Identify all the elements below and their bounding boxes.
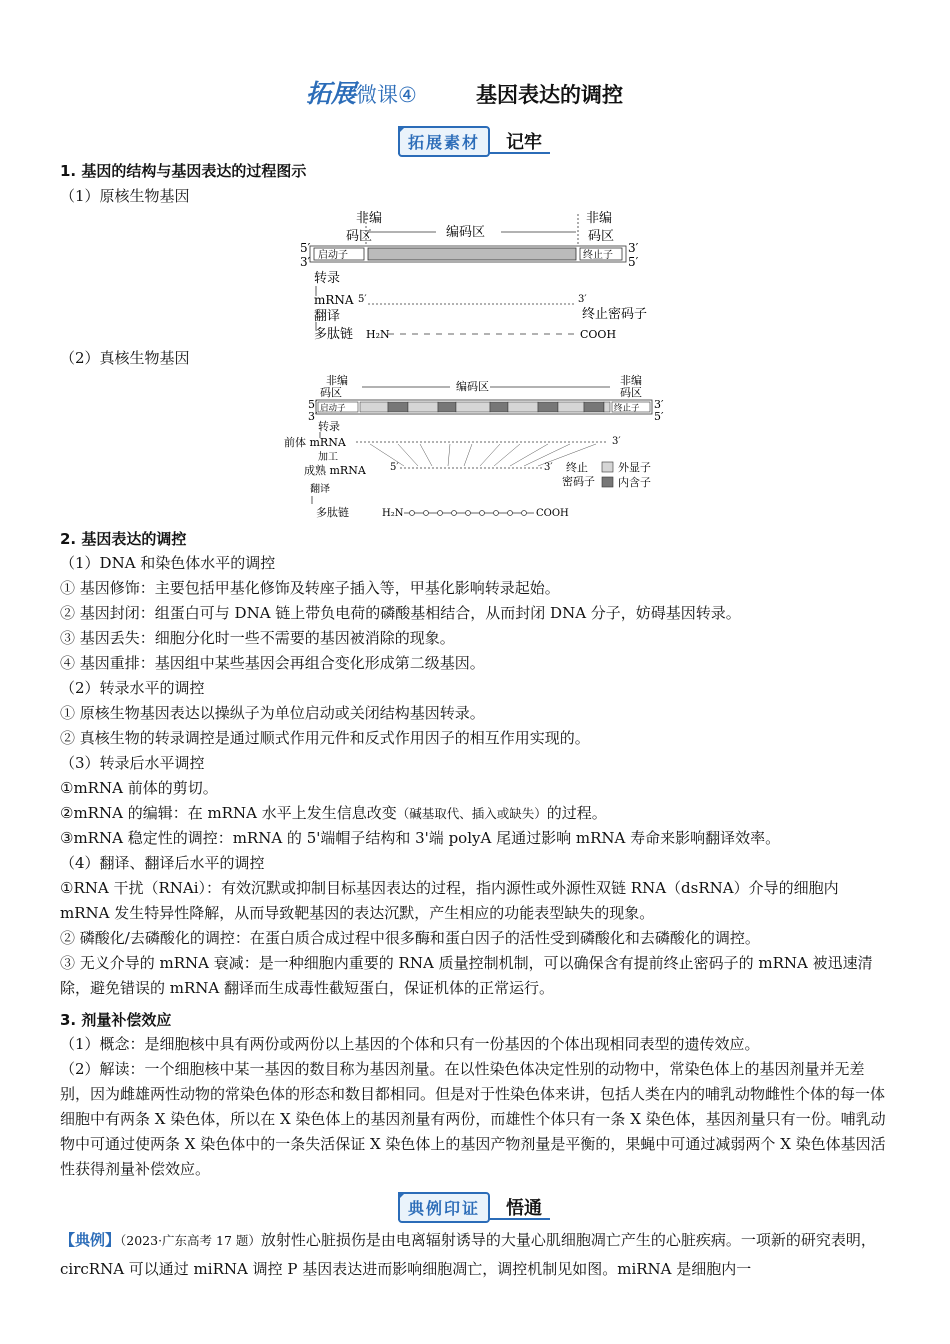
s2-line: （3）转录后水平调控 — [60, 754, 205, 772]
s2-line: （1）DNA 和染色体水平的调控 — [60, 554, 276, 572]
euk-three-bottom: 3′ — [308, 410, 318, 423]
example-paragraph — [60, 1226, 892, 1283]
euk-mature-three: 3′ — [544, 462, 553, 473]
euk-peptide: 多肽链 — [316, 506, 349, 519]
example-text: 放射性心脏损伤是由电离辐射诱导的大量心肌细胞凋亡产生的心脏疾病。一项新的研究表明，circRNA 可以通过 miRNA 调控 P 基因表达进而影响细胞凋亡，调控机制见如图。miRNA 是细胞内一 — [60, 1231, 876, 1278]
h2n-label: H₂N — [366, 328, 390, 341]
section-2-lines — [60, 551, 892, 1001]
example-label: 【典例】 — [60, 1231, 121, 1249]
s2-line: ③ 基因丢失：细胞分化时一些不需要的基因被消除的现象。 — [60, 629, 455, 647]
subheading-eukaryote: （2）真核生物基因 — [60, 349, 190, 367]
prokaryote-gene-diagram — [296, 208, 666, 344]
euk-stop1: 终止 — [566, 461, 588, 474]
section-heading-2: 2. 基因表达的调控 — [60, 530, 187, 548]
euk-terminator: 终止子 — [614, 403, 640, 414]
euk-mature-five: 5′ — [390, 462, 399, 473]
euk-h2n: H₂N — [382, 508, 404, 519]
euk-process: 加工 — [318, 452, 338, 463]
euk-noncoding-left2: 码区 — [320, 386, 342, 399]
exon-legend-swatch — [602, 462, 613, 472]
s2-line-edit — [60, 801, 892, 826]
stop-codon-label: 终止密码子 — [582, 307, 648, 322]
s2-line: ①mRNA 前体的剪切。 — [60, 779, 218, 797]
five-prime-bottom: 5′ — [628, 255, 639, 269]
chapter-header — [0, 74, 950, 114]
section-banner-materials — [0, 124, 950, 156]
subheading-prokaryote: （1）原核生物基因 — [60, 187, 190, 205]
euk-three-top: 3′ — [654, 398, 664, 411]
exon-intron-strip — [360, 402, 610, 412]
promoter-label: 启动子 — [318, 250, 348, 261]
euk-stop2: 密码子 — [562, 475, 595, 488]
banner-tail: 记牢 — [506, 132, 542, 153]
noncoding-right-label2: 码区 — [588, 229, 615, 244]
euk-noncoding-right2: 码区 — [620, 386, 642, 399]
section-banner-examples — [0, 1190, 950, 1222]
s2-line: ② 基因封闭：组蛋白可与 DNA 链上带负电荷的磷酸基相结合，从而封闭 DNA 分子，妨碍基因转录。 — [60, 604, 741, 622]
section-3-text — [60, 1032, 892, 1182]
translate-label: 翻译 — [314, 309, 341, 324]
noncoding-left-label: 非编 — [356, 211, 383, 226]
mrna-three: 3′ — [578, 294, 587, 305]
noncoding-right-label: 非编 — [586, 211, 613, 226]
s2-line: ① 原核生物基因表达以操纵子为单位启动或关闭结构基因转录。 — [60, 704, 485, 722]
lesson-tag-main: 拓展 — [306, 79, 357, 108]
s2-line: （4）翻译、翻译后水平的调控 — [60, 854, 265, 872]
euk-translate: 翻译 — [310, 484, 330, 495]
euk-noncoding-right: 非编 — [620, 374, 642, 387]
splicing-lines — [370, 444, 596, 466]
intron-legend-swatch — [602, 477, 613, 487]
euk-pre-mrna: 前体 mRNA — [284, 436, 346, 449]
banner-tail: 悟通 — [506, 1198, 542, 1219]
s2-line: ④ 基因重排：基因组中某些基因会再组合变化形成第二级基因。 — [60, 654, 485, 672]
edit-post: 的过程。 — [546, 804, 607, 822]
euk-promoter: 启动子 — [320, 403, 346, 414]
page-title: 基因表达的调控 — [476, 83, 623, 107]
banner-box: 典例印证 — [398, 1192, 490, 1223]
s3-explain: （2）解读：一个细胞核中某一基因的数目称为基因剂量。在以性染色体决定性别的动物中，常染色体上的基因剂量并无差别，因为雌雄两性动物的常染色体的形态和数目都相同。但是对于性染色体来讲，包括人类在内的哺乳动物雌性个体的每一体细胞中有两条 X 染色体，所以在 X 染色体上的基因剂量有两份，而雄性个体只有一条 X 染色体，基因剂量只有一份。哺乳动物中可通过使两条 X 染色体中的一条失活保证 X 染色体上的基因产物剂量是平衡的，果蝇中可通过减弱两个 X 染色体基因活性获得剂量补偿效应。 — [60, 1060, 886, 1178]
three-prime-bottom: 3′ — [300, 255, 311, 269]
euk-noncoding-left: 非编 — [326, 374, 348, 387]
s3-concept: （1）概念：是细胞核中具有两份或两份以上基因的个体和只有一份基因的个体出现相同表型的遗传效应。 — [60, 1035, 760, 1053]
euk-pre-three: 3′ — [612, 436, 621, 447]
edit-pre: ②mRNA 的编辑：在 mRNA 水平上发生信息改变 — [60, 804, 397, 822]
example-source: （2023·广东高考 17 题） — [120, 1233, 261, 1248]
noncoding-left-label2: 码区 — [346, 229, 373, 244]
eukaryote-gene-diagram — [280, 372, 670, 522]
section-heading-3: 3. 剂量补偿效应 — [60, 1011, 172, 1029]
lesson-tag-sub: 微课④ — [356, 83, 417, 107]
s2-rnai: ①RNA 干扰（RNAi）：有效沉默或抑制目标基因表达的过程，指内源性或外源性双链 RNA（dsRNA）介导的细胞内 mRNA 发生特异性降解，从而导致靶基因的表达沉默，产生相应的功能表型缺失的现象。 — [60, 879, 839, 922]
terminator-label: 终止子 — [583, 250, 613, 261]
euk-coding-label: 编码区 — [456, 380, 489, 393]
euk-mature-mrna: 成熟 mRNA — [304, 464, 366, 477]
banner-box: 拓展素材 — [398, 126, 490, 157]
cooh-label: COOH — [580, 328, 617, 341]
peptide-beads — [410, 511, 527, 516]
euk-five-bottom: 5′ — [654, 410, 664, 423]
euk-cooh: COOH — [536, 508, 569, 519]
exon-legend: 外显子 — [618, 461, 651, 474]
s2-line: （2）转录水平的调控 — [60, 679, 205, 697]
three-prime-top: 3′ — [628, 241, 639, 255]
peptide-label: 多肽链 — [314, 327, 354, 342]
five-prime-top: 5′ — [300, 241, 311, 255]
euk-five-top: 5′ — [308, 398, 318, 411]
s2-nmd: ③ 无义介导的 mRNA 衰减：是一种细胞内重要的 RNA 质量控制机制，可以确保含有提前终止密码子的 mRNA 被迅速清除，避免错误的 mRNA 翻译而生成毒性截短蛋白，保证机体的正常运行。 — [60, 954, 873, 997]
coding-label: 编码区 — [446, 225, 486, 240]
edit-paren: （碱基取代、插入或缺失） — [396, 806, 547, 821]
mrna-label: mRNA — [314, 293, 354, 307]
transcribe-label: 转录 — [314, 271, 341, 286]
s2-line: ③mRNA 稳定性的调控：mRNA 的 5'端帽子结构和 3'端 polyA 尾通过影响 mRNA 寿命来影响翻译效率。 — [60, 829, 781, 847]
s2-line: ① 基因修饰：主要包括甲基化修饰及转座子插入等，甲基化影响转录起始。 — [60, 579, 560, 597]
s2-phos: ② 磷酸化/去磷酸化的调控：在蛋白质合成过程中很多酶和蛋白因子的活性受到磷酸化和去磷酸化的调控。 — [60, 929, 760, 947]
euk-transcribe: 转录 — [318, 420, 340, 433]
mrna-five: 5′ — [358, 294, 367, 305]
lesson-tag — [306, 74, 417, 110]
s2-line: ② 真核生物的转录调控是通过顺式作用元件和反式作用因子的相互作用实现的。 — [60, 729, 590, 747]
section-heading-1: 1. 基因的结构与基因表达的过程图示 — [60, 162, 307, 180]
intron-legend: 内含子 — [618, 476, 651, 489]
